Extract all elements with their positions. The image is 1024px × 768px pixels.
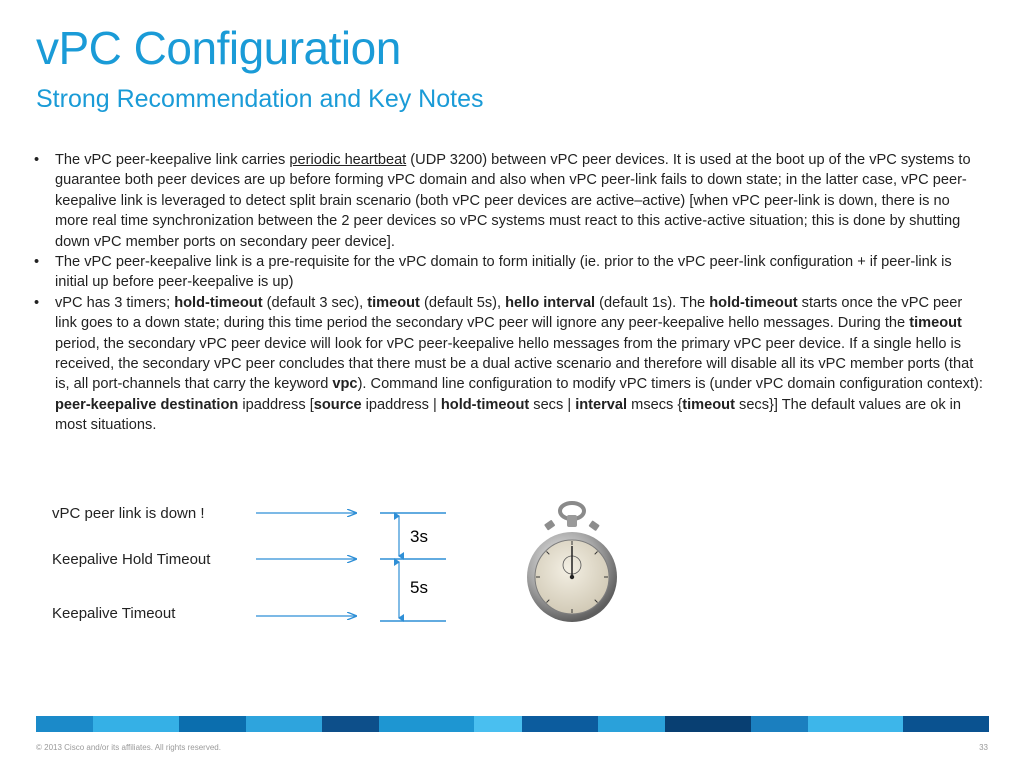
- footer-bar-segment: [179, 716, 246, 732]
- slide-subtitle: Strong Recommendation and Key Notes: [36, 85, 484, 113]
- footer-bar-segment: [322, 716, 379, 732]
- footer-bar-segment: [379, 716, 474, 732]
- label-keepalive-timeout: Keepalive Timeout: [52, 605, 176, 622]
- footer-bar-segment: [751, 716, 808, 732]
- hold-value-label: 3s: [410, 527, 428, 546]
- stopwatch-icon: [522, 500, 632, 630]
- footer-bar-segment: [522, 716, 598, 732]
- footer-color-bar: [36, 716, 989, 732]
- bullet-item: • The vPC peer-keepalive link is a pre-requisite for the vPC domain to form initially (ie. prior to the vPC peer-link configuration + if peer-link is initial up before peer-keepalive is up): [34, 252, 984, 293]
- footer-bar-segment: [808, 716, 903, 732]
- footer-bar-segment: [246, 716, 322, 732]
- timeout-value-label: 5s: [410, 578, 428, 597]
- footer-bar-segment: [93, 716, 179, 732]
- footer-bar-segment: [474, 716, 522, 732]
- footer-bar-segment: [598, 716, 665, 732]
- label-peer-link-down: vPC peer link is down !: [52, 505, 205, 522]
- periodic-heartbeat-text: periodic heartbeat: [289, 152, 407, 168]
- footer-bar-segment: [903, 716, 989, 732]
- footer-bar-segment: [665, 716, 751, 732]
- copyright-text: © 2013 Cisco and/or its affiliates. All rights reserved.: [36, 743, 221, 752]
- slide-title: vPC Configuration: [36, 22, 401, 74]
- page-number: 33: [979, 743, 988, 752]
- label-keepalive-hold-timeout: Keepalive Hold Timeout: [52, 551, 211, 568]
- bullet-item: • vPC has 3 timers; hold-timeout (default 3 sec), timeout (default 5s), hello interval (default 1s). The hold-timeout starts once the vPC peer link goes to a down state; during this time period the secondary vPC peer will ignore any peer-keepalive hello messages. During the timeout period, the secondary vPC peer device will look for vPC peer-keepalive hello messages from the primary vPC peer device. If a single hello is received, the secondary vPC peer concludes that there must be a dual active scenario and therefore will disable all its vPC member ports (that is, all port-channels that carry the keyword vpc). Command line configuration to modify vPC timers is (under vPC domain configuration context): peer-keepalive destination ipaddress [source ipaddress | hold-timeout secs | interval msecs {timeout secs}] The default values are ok in most situations.: [34, 293, 984, 436]
- bullet-item: • The vPC peer-keepalive link carries periodic heartbeat (UDP 3200) between vPC peer devices. It is used at the boot up of the vPC systems to guarantee both peer devices are up before forming vPC domain and also when vPC peer-link fails to down state; in the latter case, vPC peer-keepalive link is leveraged to detect split brain scenario (both vPC peer devices are active–active) [when vPC peer-link is down, there is no more real time synchronization between the 2 peer devices so vPC systems must react to this active-active situation; this is done by shutting down vPC member ports on secondary peer device].: [34, 150, 984, 252]
- footer-bar-segment: [36, 716, 93, 732]
